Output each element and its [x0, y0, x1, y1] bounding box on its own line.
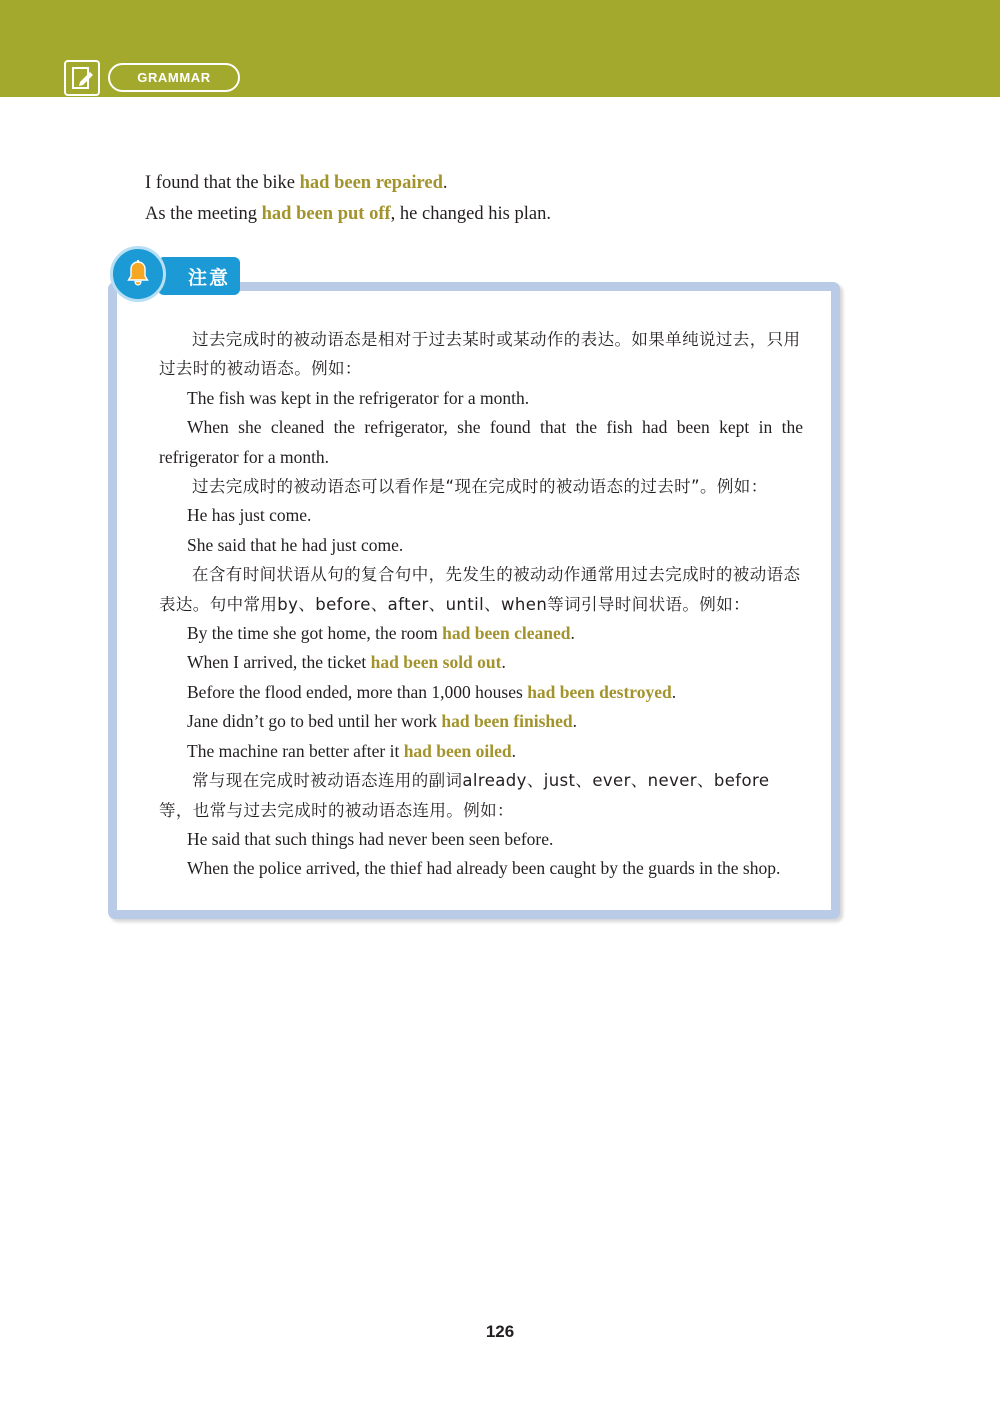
- note-example-keyword: had been finished: [441, 711, 573, 732]
- note-paragraph: When she cleaned the refrigerator, she found that the fish had been kept in the refrigerator for a month.: [159, 417, 803, 467]
- note-example: [159, 648, 803, 677]
- note-example-prefix: Before the flood ended, more than 1,000 houses: [187, 681, 528, 702]
- note-paragraph: She said that he had just come.: [187, 534, 404, 555]
- intro-examples: [145, 168, 865, 230]
- note-paragraph: He said that such things had never been seen before.: [187, 828, 554, 849]
- page-number: 126: [485, 1322, 515, 1341]
- note-example-keyword: had been sold out: [370, 652, 502, 673]
- example-line-2: [145, 199, 865, 229]
- note-paragraph: 常与现在完成时被动语态连用的副词already、just、ever、never、before等，也常与过去完成时的被动语态连用。例如：: [159, 771, 770, 820]
- bell-icon: [110, 246, 166, 302]
- section-label: GRAMMAR: [137, 70, 211, 85]
- note-paragraph: 过去完成时的被动语态可以看作是“现在完成时的被动语态的过去时”。例如：: [192, 477, 768, 497]
- note-paragraph: The fish was kept in the refrigerator for a month.: [187, 387, 530, 408]
- note-example-prefix: When I arrived, the ticket: [187, 652, 371, 673]
- note-pencil-icon: [64, 60, 100, 96]
- example-2-suffix: , he changed his plan.: [390, 204, 551, 224]
- note-example-prefix: By the time she got home, the room: [187, 623, 443, 644]
- example-2-keyword: had been put off: [261, 204, 391, 224]
- note-example: [159, 737, 803, 766]
- note-tab: [158, 257, 240, 295]
- note-example-keyword: had been cleaned: [442, 623, 571, 644]
- note-example: [159, 619, 803, 648]
- note-example-keyword: had been destroyed: [527, 681, 672, 702]
- example-1-keyword: had been repaired: [299, 173, 443, 193]
- note-example-suffix: .: [501, 652, 506, 673]
- note-example-suffix: .: [570, 623, 575, 644]
- note-example-suffix: .: [572, 711, 578, 732]
- note-box: [108, 282, 840, 919]
- example-1-suffix: .: [442, 173, 448, 193]
- note-paragraph: 在含有时间状语从句的复合句中，先发生的被动动作通常用过去完成时的被动语态表达。句中常用by、before、after、until、when等词引导时间状语。例如：: [159, 565, 801, 614]
- page-header-band: [0, 0, 1000, 97]
- example-2-prefix: As the meeting: [145, 204, 262, 224]
- note-example-prefix: The machine ran better after it: [187, 740, 404, 761]
- note-paragraph: He has just come.: [187, 505, 312, 526]
- note-example-suffix: .: [511, 740, 517, 761]
- note-paragraph: 过去完成时的被动语态是相对于过去某时或某动作的表达。如果单纯说过去，只用过去时的被动语态。例如：: [159, 330, 801, 379]
- example-line-1: [145, 168, 865, 198]
- note-example-suffix: .: [671, 681, 677, 702]
- note-example: [159, 678, 803, 707]
- note-tab-label: 注意: [187, 266, 230, 289]
- note-body: [159, 325, 803, 884]
- note-example-keyword: had been oiled: [403, 740, 512, 761]
- note-example: [159, 707, 803, 736]
- section-label-pill: [108, 63, 240, 92]
- note-callout: [108, 266, 840, 919]
- note-paragraph: When the police arrived, the thief had already been caught by the guards in the shop.: [187, 858, 781, 879]
- example-1-prefix: I found that the bike: [145, 173, 300, 193]
- note-example-prefix: Jane didn’t go to bed until her work: [187, 711, 442, 732]
